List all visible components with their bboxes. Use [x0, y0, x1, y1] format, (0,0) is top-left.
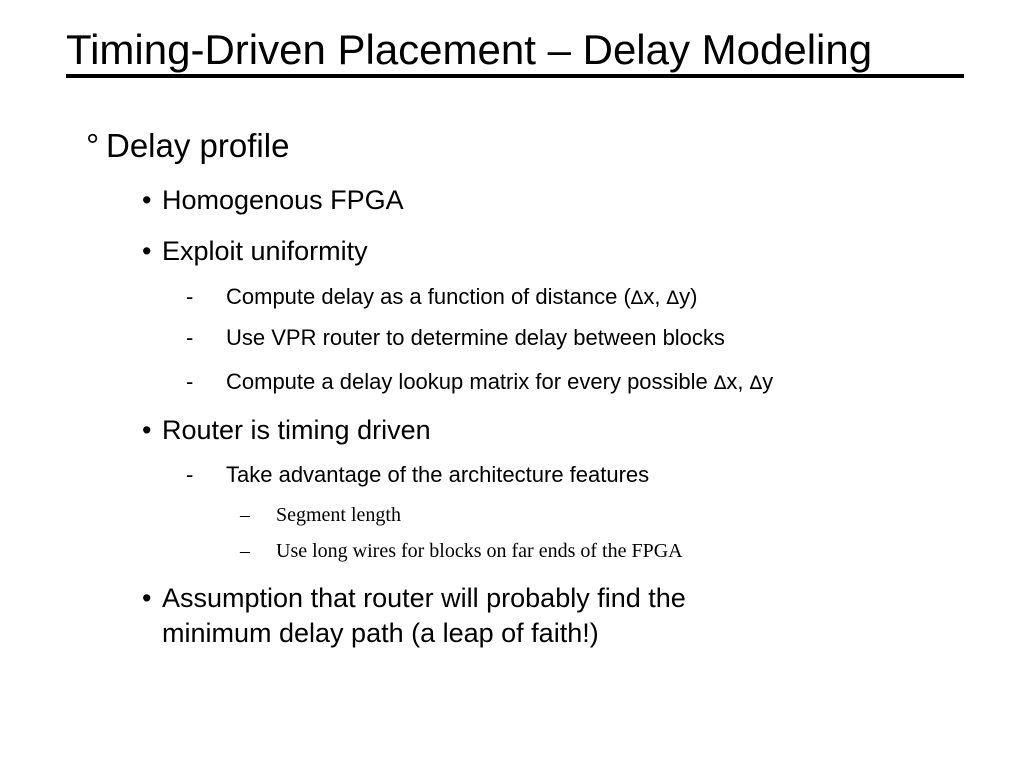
- bullet-text: Assumption that router will probably find the: [162, 583, 686, 613]
- delta-symbol: ∆: [749, 373, 763, 394]
- dash-bullet-icon: -: [186, 284, 194, 309]
- bullet-text: Use long wires for blocks on far ends of the FPGA: [276, 540, 683, 562]
- subbullet-lookup-matrix: [186, 368, 774, 398]
- subsubbullet-segment-length: [240, 502, 401, 528]
- title-underline: [66, 74, 964, 78]
- endash-bullet-icon: –: [240, 540, 250, 562]
- dot-bullet-icon: •: [142, 185, 152, 215]
- bullet-text: Router is timing driven: [162, 415, 431, 445]
- bullet-exploit-uniformity: [142, 234, 368, 268]
- bullet-text: Homogenous FPGA: [162, 185, 404, 215]
- bullet-delay-profile: [86, 126, 290, 166]
- bullet-router-timing-driven: [142, 413, 431, 447]
- bullet-assumption-continued: [162, 616, 599, 650]
- bullet-text: Delay profile: [106, 127, 290, 164]
- dash-bullet-icon: -: [186, 462, 194, 487]
- delta-symbol: ∆: [713, 373, 727, 394]
- dot-bullet-icon: •: [142, 415, 152, 445]
- bullet-text: Compute a delay lookup matrix for every possible: [226, 369, 714, 394]
- bullet-text: y): [679, 284, 698, 309]
- bullet-text: Compute delay as a function of distance (: [226, 284, 631, 309]
- delta-symbol: ∆: [630, 288, 644, 309]
- dash-bullet-icon: -: [186, 369, 194, 394]
- subbullet-compute-delay: [186, 283, 698, 313]
- dot-bullet-icon: •: [142, 236, 152, 266]
- delta-symbol: ∆: [666, 288, 680, 309]
- bullet-homogenous-fpga: [142, 183, 404, 217]
- bullet-text: Exploit uniformity: [162, 236, 368, 266]
- dot-bullet-icon: •: [142, 583, 152, 613]
- bullet-text: Use VPR router to determine delay between blocks: [226, 325, 725, 350]
- subsubbullet-long-wires: [240, 538, 683, 564]
- slide-title: Timing-Driven Placement – Delay Modeling: [66, 26, 873, 73]
- degree-bullet-icon: °: [86, 127, 100, 164]
- bullet-text: x,: [726, 369, 750, 394]
- endash-bullet-icon: –: [240, 504, 250, 526]
- dash-bullet-icon: -: [186, 325, 194, 350]
- bullet-assumption: [142, 581, 686, 615]
- bullet-text: x,: [643, 284, 667, 309]
- bullet-text: Take advantage of the architecture features: [226, 462, 650, 487]
- bullet-text: minimum delay path (a leap of faith!): [162, 618, 599, 648]
- bullet-text: Segment length: [276, 504, 401, 526]
- subbullet-take-advantage: [186, 461, 650, 489]
- bullet-text: y: [762, 369, 774, 394]
- subbullet-use-vpr: [186, 324, 725, 352]
